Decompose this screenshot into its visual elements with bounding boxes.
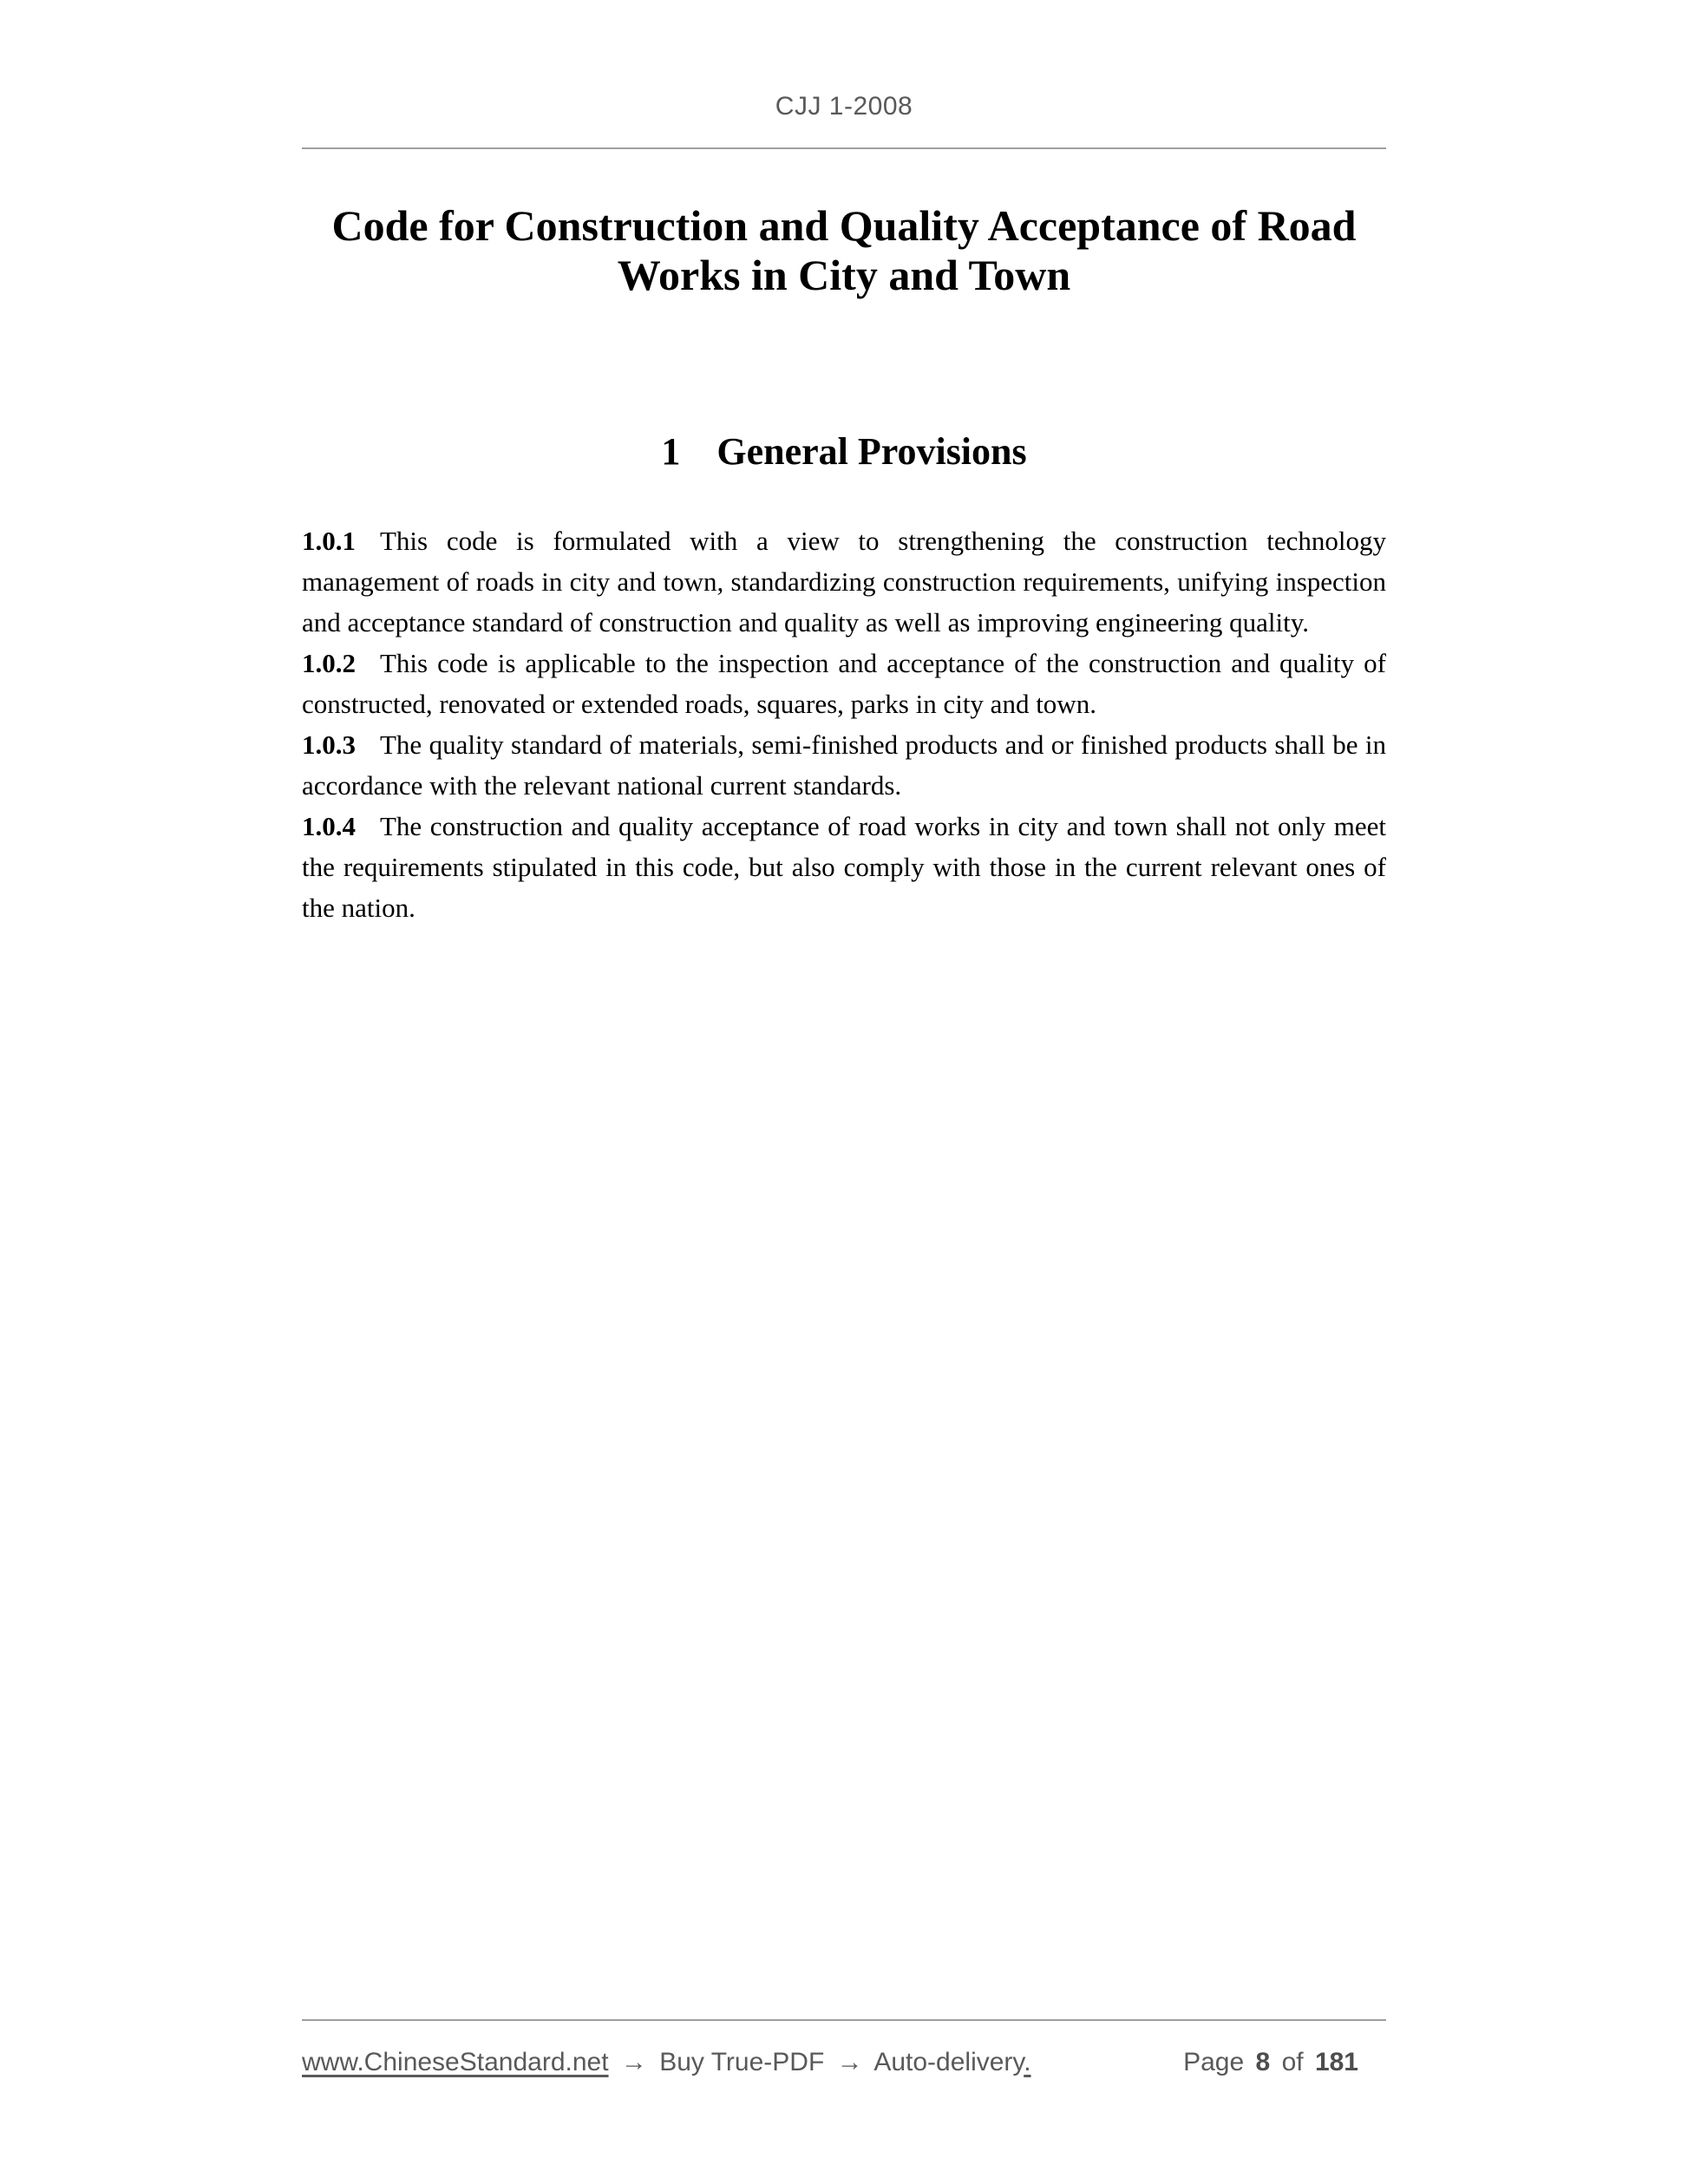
page-content: [302, 0, 1386, 928]
paragraph-number: 1.0.1: [302, 526, 356, 556]
page-footer: [302, 2045, 1386, 2080]
paragraph: [302, 724, 1386, 806]
body-paragraphs: [302, 520, 1386, 928]
paragraph: [302, 806, 1386, 928]
footer-left: [302, 2045, 1031, 2080]
paragraph: [302, 520, 1386, 643]
title-line-2: Works in City and Town: [617, 251, 1071, 299]
paragraph: [302, 643, 1386, 724]
right-arrow-icon: →: [620, 2048, 647, 2076]
of-label: of: [1281, 2048, 1304, 2076]
paragraph-number: 1.0.2: [302, 648, 356, 678]
total-pages: 181: [1314, 2048, 1358, 2076]
header-doc-code: CJJ 1-2008: [775, 92, 913, 121]
page-label: Page: [1183, 2048, 1245, 2076]
page-number: 8: [1255, 2048, 1271, 2076]
paragraph-number: 1.0.3: [302, 729, 356, 760]
section-heading: [302, 430, 1386, 474]
buy-label: Buy True-PDF: [659, 2048, 825, 2076]
site-link[interactable]: www.ChineseStandard.net: [302, 2048, 609, 2076]
paragraph-text: This code is formulated with a view to strengthening the construction technology management of roads in city and town, standardizing construction requirements, unifying inspection and acceptance standard of construction and quality as well as improving engineering quality.: [302, 526, 1386, 638]
section-number: 1: [661, 430, 681, 473]
paragraph-text: The construction and quality acceptance of road works in city and town shall not only meet the requirements stipulated in this code, but also comply with those in the current relevant ones of the nation.: [302, 811, 1386, 923]
paragraph-text: This code is applicable to the inspection and acceptance of the construction and quality of constructed, renovated or extended roads, squares, parks in city and town.: [302, 648, 1386, 719]
delivery-period: .: [1024, 2048, 1031, 2076]
title-line-1: Code for Construction and Quality Acceptance of Road: [331, 201, 1357, 250]
paragraph-text: The quality standard of materials, semi-finished products and or finished products shall be in accordance with the relevant national current standards.: [302, 729, 1386, 801]
right-arrow-icon: →: [836, 2048, 863, 2076]
page-indicator: [1183, 2045, 1386, 2080]
delivery-label: Auto-delivery: [873, 2048, 1024, 2076]
section-label: General Provisions: [716, 430, 1027, 473]
footer-divider: [302, 2019, 1386, 2021]
header-divider: [302, 147, 1386, 149]
paragraph-number: 1.0.4: [302, 811, 356, 841]
document-title: [302, 201, 1386, 300]
